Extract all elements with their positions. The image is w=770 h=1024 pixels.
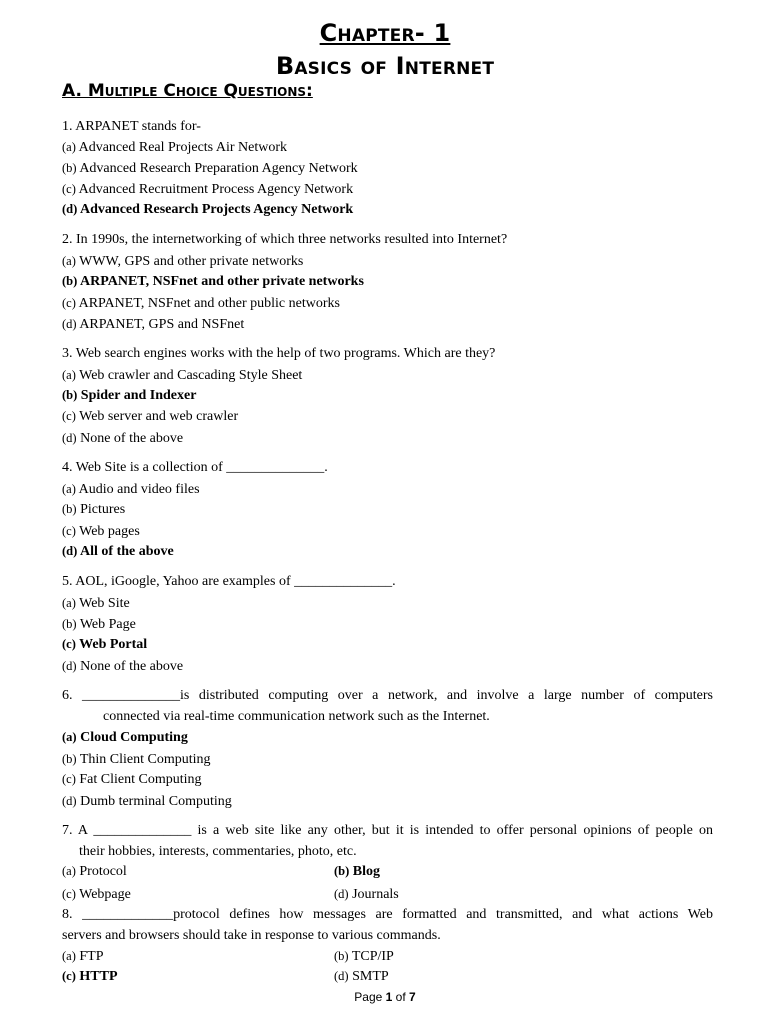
question-4: 4. Web Site is a collection of ______________. xyxy=(62,460,328,475)
option-2d: (d) ARPANET, GPS and NSFnet xyxy=(62,317,245,332)
option-7d: (d) Journals xyxy=(334,887,399,902)
option-3b-answer: (b) Spider and Indexer xyxy=(62,388,197,403)
option-7a: (a) Protocol xyxy=(62,864,127,879)
option-8b: (b) TCP/IP xyxy=(334,949,394,964)
option-6b: (b) Thin Client Computing xyxy=(62,752,211,767)
option-6d: (d) Dumb terminal Computing xyxy=(62,794,232,809)
option-8c-answer: (c) HTTP xyxy=(62,969,118,984)
option-4c: (c) Web pages xyxy=(62,524,140,539)
question-2: 2. In 1990s, the internetworking of which three networks resulted into Internet? xyxy=(62,232,508,247)
option-3c: (c) Web server and web crawler xyxy=(62,409,239,424)
question-7: 7. A ______________ is a web site like any other, but it is intended to offer personal opinions of people on xyxy=(62,823,713,838)
option-3a: (a) Web crawler and Cascading Style Sheet xyxy=(62,368,303,383)
option-5d: (d) None of the above xyxy=(62,659,184,674)
option-6c: (c) Fat Client Computing xyxy=(62,772,202,787)
question-7-continued: their hobbies, interests, commentaries, photo, etc. xyxy=(79,844,357,859)
option-4b: (b) Pictures xyxy=(62,502,126,517)
page-number: Page 1 of 7 xyxy=(354,990,416,1004)
option-1c: (c) Advanced Recruitment Process Agency Network xyxy=(62,182,354,197)
question-1: 1. ARPANET stands for- xyxy=(62,119,201,134)
option-6a-answer: (a) Cloud Computing xyxy=(62,730,188,745)
option-2a: (a) WWW, GPS and other private networks xyxy=(62,254,304,269)
option-3d: (d) None of the above xyxy=(62,431,184,446)
option-7c: (c) Webpage xyxy=(62,887,131,902)
option-2b-answer: (b) ARPANET, NSFnet and other private networks xyxy=(62,274,364,289)
question-6: 6. ______________is distributed computing over a network, and involve a large number of computers xyxy=(62,688,713,703)
option-5a: (a) Web Site xyxy=(62,596,130,611)
option-7b-answer: (b) Blog xyxy=(334,864,381,879)
option-5b: (b) Web Page xyxy=(62,617,136,632)
chapter-title: Basics of Internet xyxy=(275,52,495,80)
option-1d-answer: (d) Advanced Research Projects Agency Network xyxy=(62,202,354,217)
option-5c-answer: (c) Web Portal xyxy=(62,637,148,652)
option-8a: (a) FTP xyxy=(62,949,104,964)
question-3: 3. Web search engines works with the help of two programs. Which are they? xyxy=(62,346,496,361)
option-4d-answer: (d) All of the above xyxy=(62,544,174,559)
question-8: 8. _____________protocol defines how messages are formatted and transmitted, and what actions Web xyxy=(62,907,713,922)
option-1b: (b) Advanced Research Preparation Agency Network xyxy=(62,161,358,176)
option-4a: (a) Audio and video files xyxy=(62,482,200,497)
option-8d: (d) SMTP xyxy=(334,969,389,984)
section-heading: A. Multiple Choice Questions: xyxy=(62,81,313,101)
question-5: 5. AOL, iGoogle, Yahoo are examples of ______________. xyxy=(62,574,396,589)
option-2c: (c) ARPANET, NSFnet and other public networks xyxy=(62,296,340,311)
question-8-continued: servers and browsers should take in response to various commands. xyxy=(62,928,441,943)
option-1a: (a) Advanced Real Projects Air Network xyxy=(62,140,287,155)
question-6-continued: connected via real-time communication network such as the Internet. xyxy=(103,709,490,724)
chapter-heading: Chapter- 1 xyxy=(319,19,451,47)
